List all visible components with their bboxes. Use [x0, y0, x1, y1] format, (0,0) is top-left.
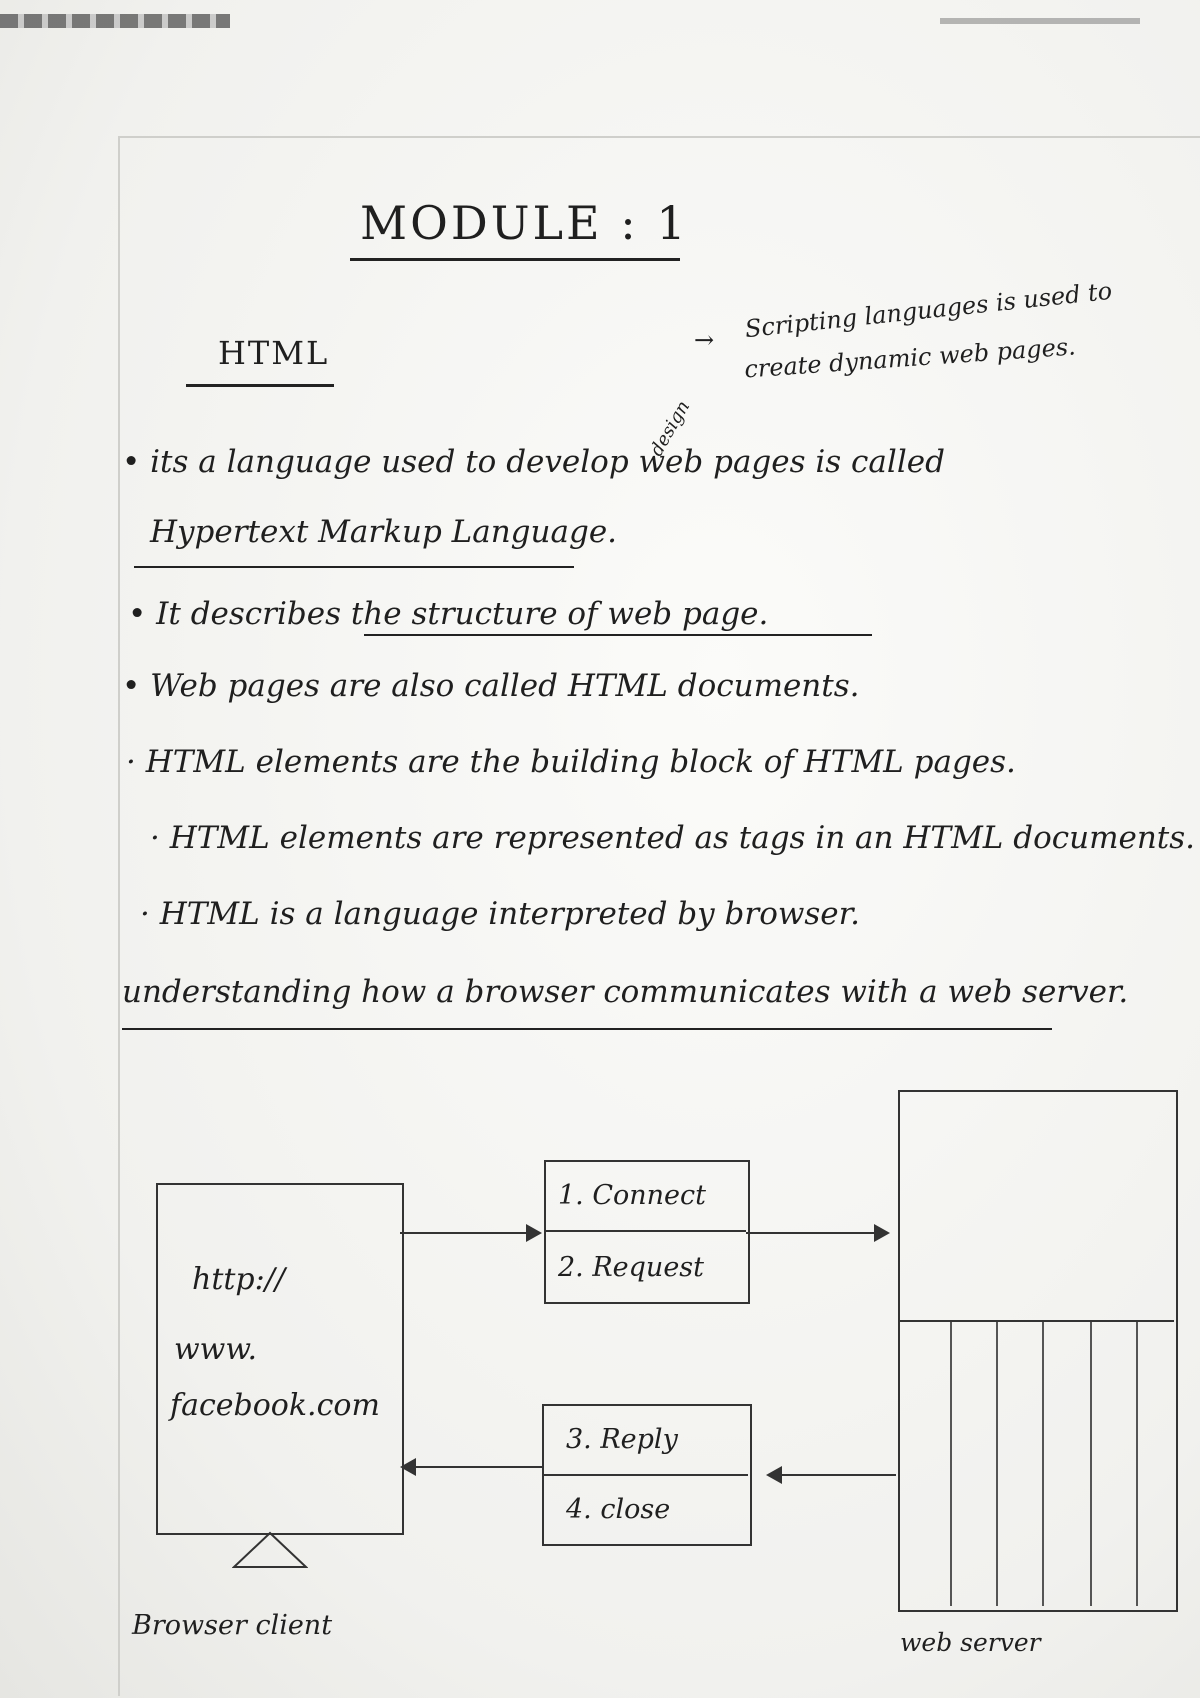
- reply-box-divider: [544, 1474, 748, 1476]
- server-label: web server: [900, 1628, 1041, 1657]
- arrow-server-to-reply: [780, 1474, 896, 1476]
- scan-edge-mark-right: [940, 18, 1140, 24]
- client-label: Browser client: [132, 1610, 333, 1641]
- side-note-line-1: Scripting languages is used to: [743, 276, 1114, 344]
- server-rack-line-3: [1042, 1322, 1044, 1606]
- server-divider: [900, 1320, 1174, 1322]
- arrow-reply-to-client: [416, 1466, 542, 1468]
- side-note-line-2: create dynamic web pages.: [743, 332, 1077, 384]
- arrow-head-icon: [400, 1458, 416, 1476]
- bullet-4: · HTML elements are the building block of HTML pages.: [126, 744, 1016, 780]
- monitor-stand-icon: [232, 1531, 308, 1569]
- underline-1: [134, 566, 574, 568]
- title-underline: [350, 258, 680, 261]
- bullet-5: · HTML elements are represented as tags in an HTML documents.: [150, 820, 1196, 856]
- browser-url-line-2: www.: [174, 1332, 258, 1367]
- bullet-3: • Web pages are also called HTML documents.: [122, 668, 860, 704]
- step-reply: 3. Reply: [566, 1424, 678, 1455]
- bullet-2: • It describes the structure of web page.: [128, 596, 769, 632]
- page-margin-top: [120, 136, 1200, 138]
- server-rack-line-2: [996, 1322, 998, 1606]
- arrow-head-icon: [874, 1224, 890, 1242]
- step-request: 2. Request: [558, 1252, 705, 1283]
- browser-url-line-1: http://: [192, 1262, 285, 1297]
- request-box-divider: [546, 1230, 746, 1232]
- arrow-head-icon: [766, 1466, 782, 1484]
- heading-underline: [186, 384, 334, 387]
- bullet-6: · HTML is a language interpreted by browser.: [140, 896, 860, 932]
- page-margin-left: [118, 136, 120, 1696]
- underline-7: [122, 1028, 1052, 1030]
- arrow-request-to-server: [746, 1232, 876, 1234]
- browser-url-line-3: facebook.com: [170, 1388, 380, 1423]
- side-note-arrow: →: [694, 326, 715, 354]
- server-rack-line-1: [950, 1322, 952, 1606]
- bullet-7: understanding how a browser communicates with a web server.: [122, 974, 1129, 1010]
- step-close: 4. close: [566, 1494, 671, 1525]
- step-connect: 1. Connect: [558, 1180, 706, 1211]
- scan-edge-mark: [0, 14, 230, 28]
- server-rack-line-5: [1136, 1322, 1138, 1606]
- arrow-client-to-request: [400, 1232, 528, 1234]
- bullet-1-cont: Hypertext Markup Language.: [150, 514, 618, 550]
- design-annotation: design: [645, 397, 695, 460]
- section-heading: HTML: [218, 334, 330, 372]
- page-title: MODULE : 1: [360, 196, 689, 250]
- arrow-head-icon: [526, 1224, 542, 1242]
- server-rack-line-4: [1090, 1322, 1092, 1606]
- underline-2: [364, 634, 872, 636]
- bullet-1: • its a language used to develop web pages is called: [122, 444, 945, 480]
